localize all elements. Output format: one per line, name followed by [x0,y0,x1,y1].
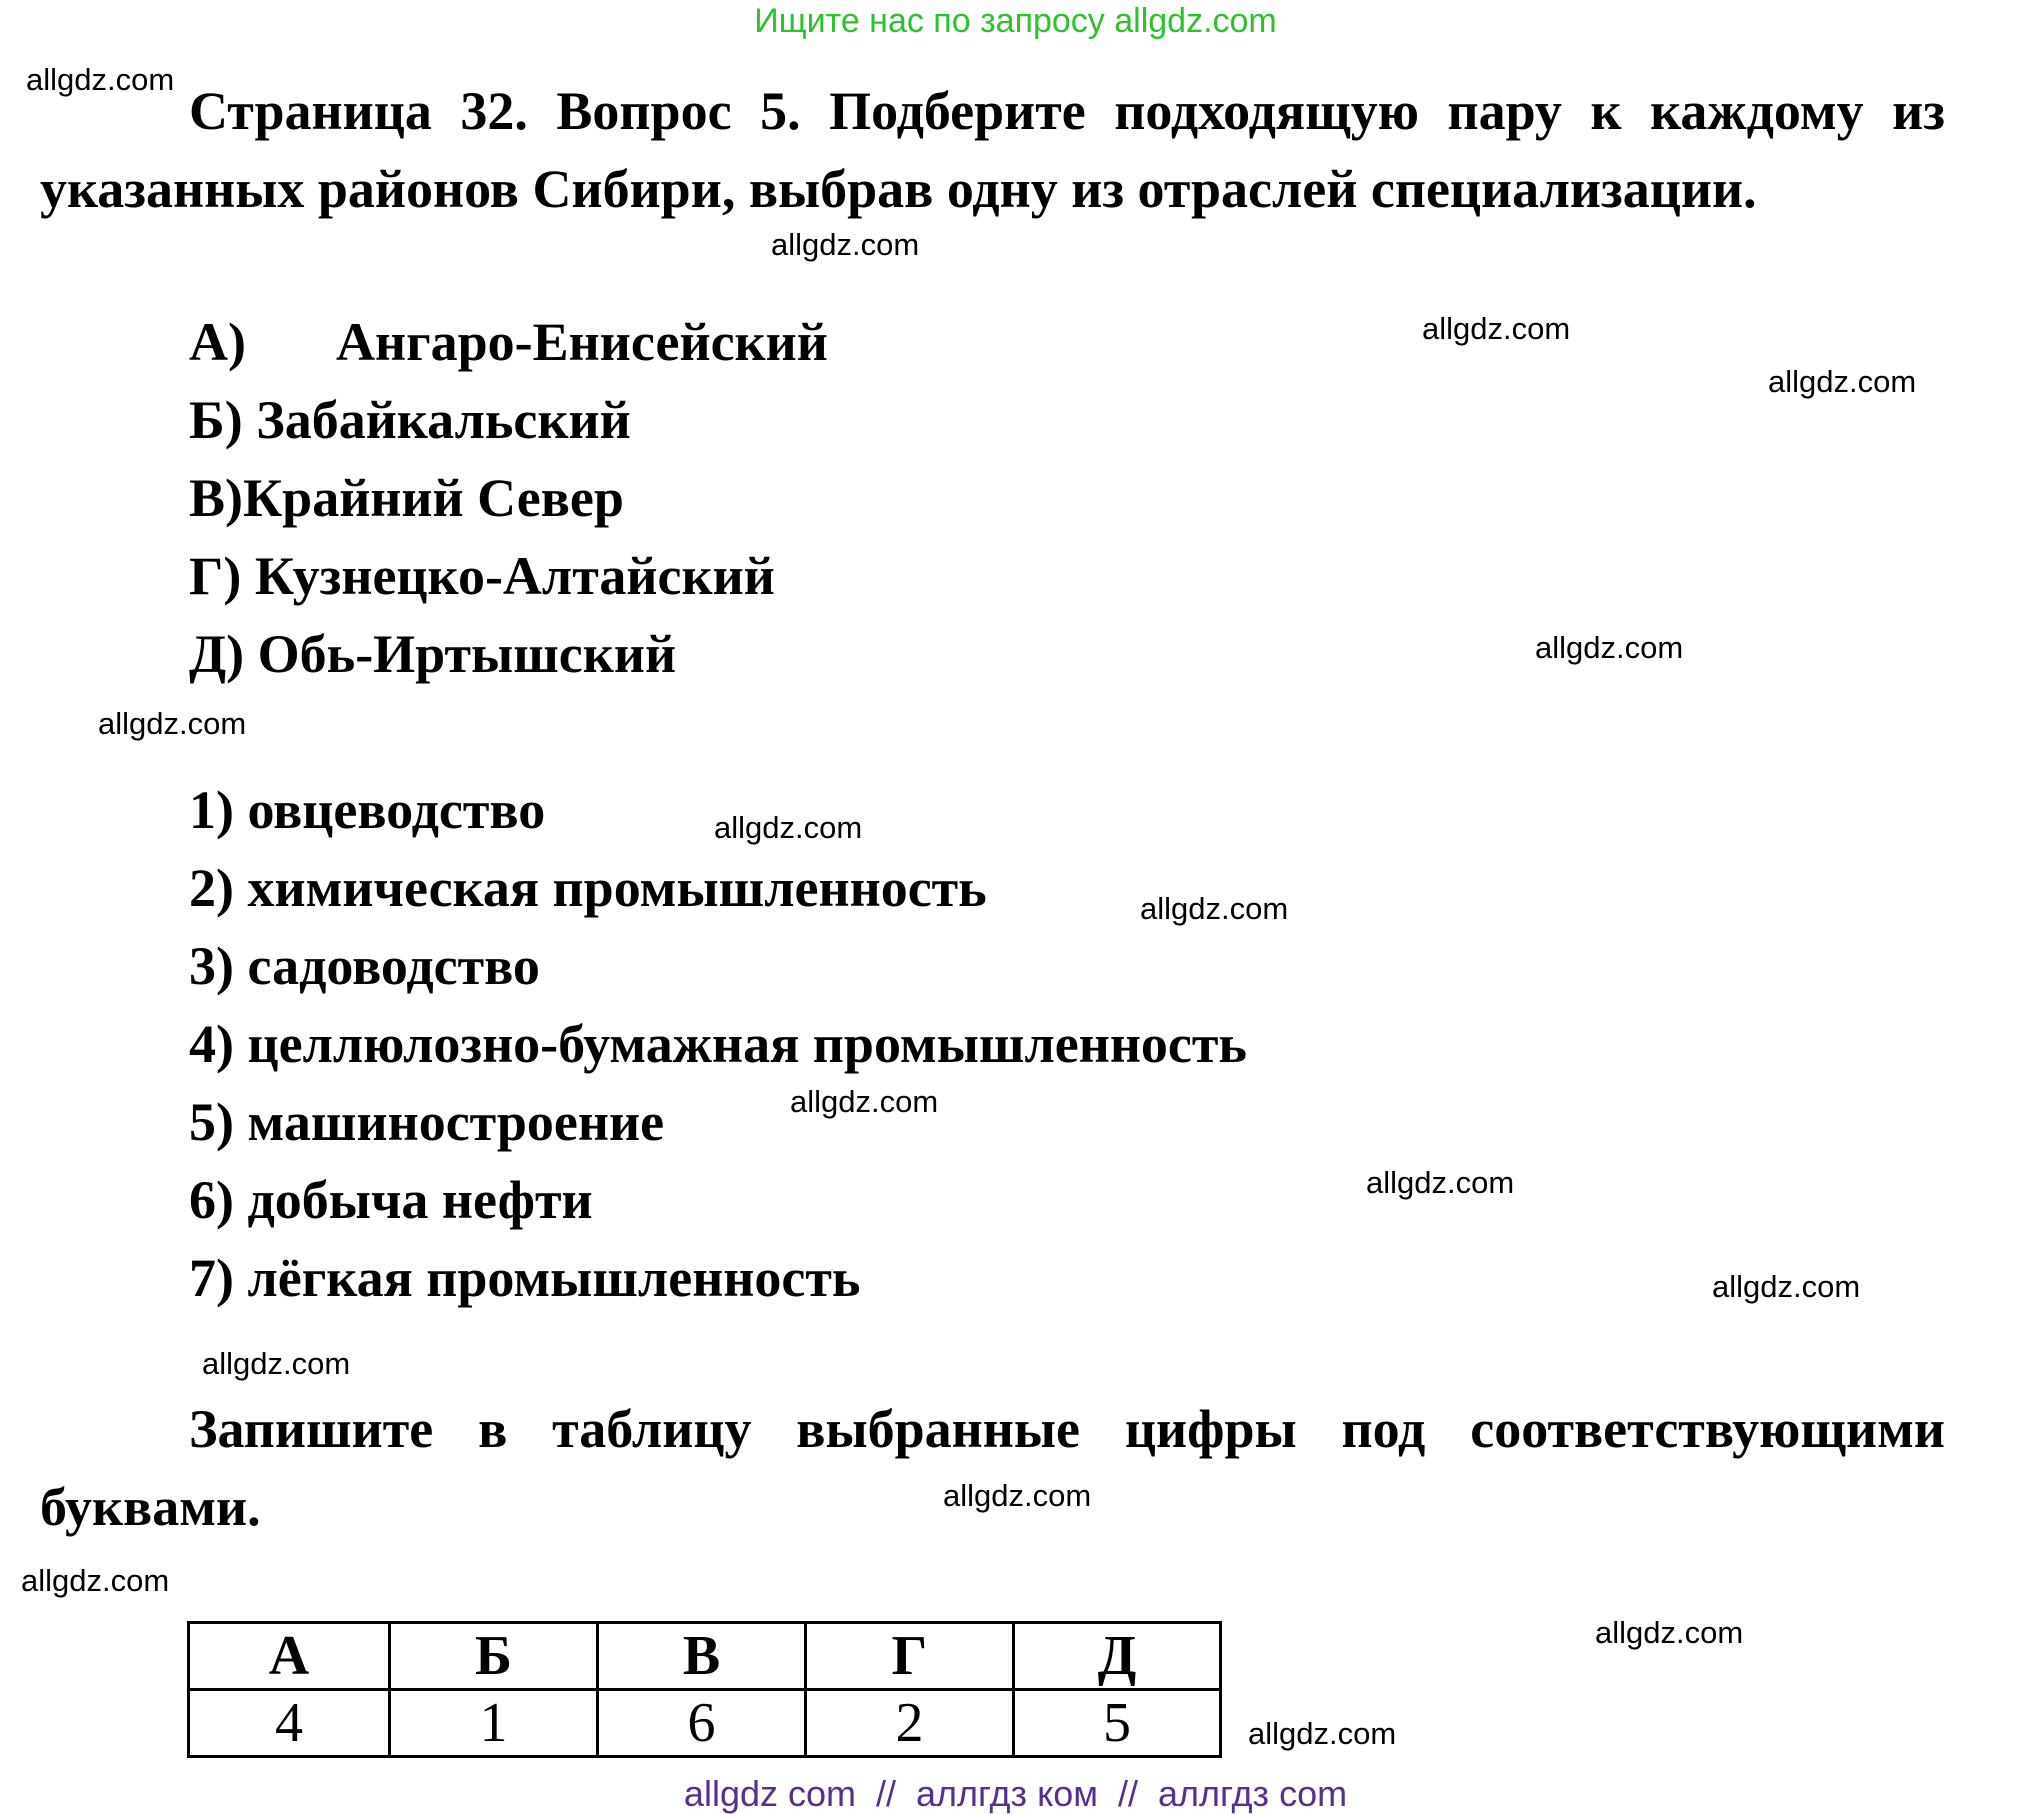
industries-list [189,771,1247,1317]
region-item [189,303,828,381]
watermark: allgdz.com [1366,1165,1515,1200]
region-name: Крайний Север [243,468,624,528]
region-letter: Б) [189,390,243,450]
region-letter: А) [189,312,246,372]
watermark: allgdz.com [1140,891,1289,926]
region-name: Ангаро-Енисейский [335,312,828,372]
watermark: allgdz.com [771,227,920,262]
watermark: allgdz.com [26,62,175,97]
answer-header-cell: Б [390,1623,598,1690]
answer-header-cell: Д [1014,1623,1221,1690]
region-letter: Д) [189,624,245,684]
watermark: allgdz.com [1535,630,1684,665]
watermark: allgdz.com [714,810,863,845]
regions-list [189,303,828,693]
industry-item: 4) целлюлозно-бумажная промышленность [189,1014,1247,1074]
industry-item: 2) химическая промышленность [189,858,987,918]
answer-header-cell: А [189,1623,390,1690]
watermark: allgdz.com [1595,1615,1744,1650]
watermark: allgdz.com [790,1084,939,1119]
region-item [189,381,828,459]
industry-item: 7) лёгкая промышленность [189,1248,861,1308]
watermark: allgdz.com [98,706,247,741]
watermark: allgdz.com [943,1478,1092,1513]
region-item [189,537,828,615]
answer-table-header-row [189,1623,1221,1690]
instruction-text: Запишите в таблицу выбранные цифры под соответствующими буквами. [40,1399,1945,1537]
industry-item: 3) садоводство [189,936,540,996]
watermark: allgdz.com [1712,1269,1861,1304]
watermark: allgdz.com [21,1563,170,1598]
region-letter: Г) [189,546,242,606]
watermark: allgdz.com [202,1346,351,1381]
answer-header-cell: Г [806,1623,1014,1690]
answer-value-cell: 2 [806,1690,1014,1757]
answer-value-cell: 6 [598,1690,806,1757]
region-item [189,459,828,537]
question-text: Страница 32. Вопрос 5. Подберите подходящую пару к каждому из указанных районов Сибири, выбрав одну из отраслей специализации. [40,81,1945,219]
footer-text: allgdz com // аллгдз ком // аллгдз com [683,1773,1348,1814]
watermark: allgdz.com [1248,1716,1397,1751]
region-name: Кузнецко-Алтайский [254,546,775,606]
answer-value-cell: 5 [1014,1690,1221,1757]
industry-item: 6) добыча нефти [189,1170,593,1230]
region-letter: В) [189,468,243,528]
answer-table-value-row [189,1690,1221,1757]
industry-item: 5) машиностроение [189,1092,665,1152]
answer-table [187,1621,1222,1758]
search-banner: Ищите нас по запросу allgdz.com [754,2,1277,40]
region-name: Забайкальский [256,390,631,450]
region-name: Обь-Иртышский [257,624,677,684]
industry-item: 1) овцеводство [189,780,546,840]
watermark: allgdz.com [1768,364,1917,399]
region-item [189,615,828,693]
answer-value-cell: 4 [189,1690,390,1757]
watermark: allgdz.com [1422,311,1571,346]
answer-value-cell: 1 [390,1690,598,1757]
answer-header-cell: В [598,1623,806,1690]
